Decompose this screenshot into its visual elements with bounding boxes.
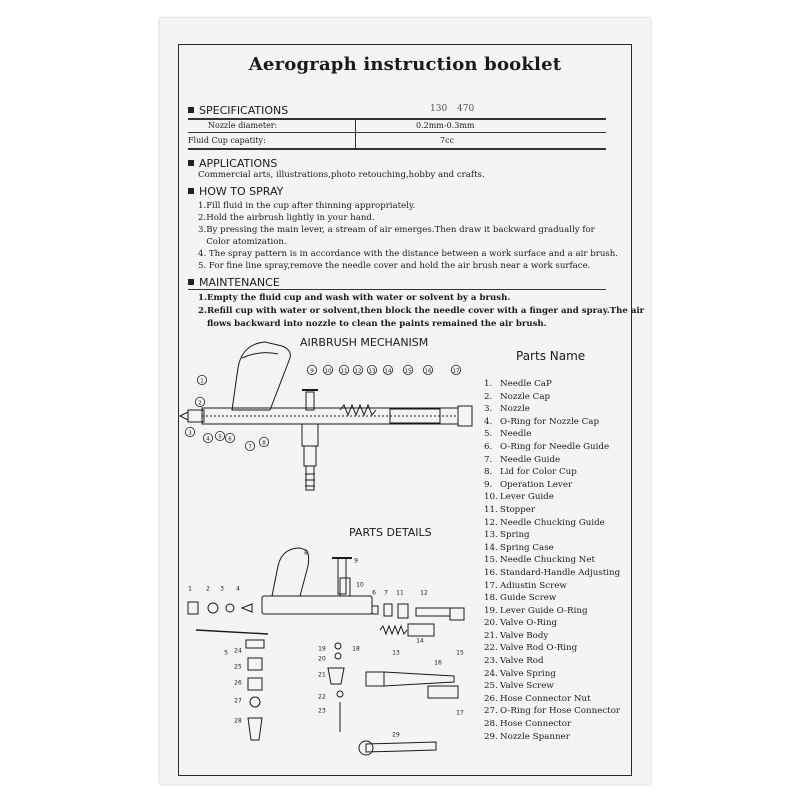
callout-label: 5 — [224, 649, 228, 657]
callout-label: 25 — [234, 663, 242, 671]
spec-label: Nozzle diameter: — [208, 121, 278, 130]
part-number: 5. — [484, 429, 493, 440]
maintenance-line: 1.Empty the fluid cup and wash with water or solvent by a brush. — [198, 293, 511, 303]
part-number: 2. — [484, 391, 493, 402]
callout-label: 8 — [304, 549, 308, 557]
parts-name-heading: Parts Name — [516, 349, 586, 363]
part-number: 4. — [484, 416, 493, 427]
callout-label: 13 — [392, 649, 400, 657]
callout-label: 12 — [354, 368, 362, 375]
part-name: Valve Spring — [500, 668, 556, 679]
callout-label: 9 — [354, 557, 358, 565]
part-number: 21. — [484, 630, 498, 641]
model-number: 470 — [457, 104, 475, 114]
instruction-line: 2.Hold the airbrush lightly in your hand. — [198, 213, 375, 223]
part-number: 3. — [484, 404, 493, 415]
part-number: 28. — [484, 719, 498, 730]
applications-heading: APPLICATIONS — [188, 157, 277, 170]
part-name: O-Ring for Hose Connector — [500, 706, 621, 717]
parts-details-callouts — [188, 549, 464, 738]
callout-label: 22 — [318, 693, 326, 701]
part-number: 24. — [484, 668, 498, 679]
part-name: Operation Lever — [500, 479, 573, 490]
callout-label: 11 — [340, 368, 348, 375]
callout-label: 14 — [384, 368, 392, 375]
part-name: Needle — [500, 429, 532, 440]
callout-label: 12 — [420, 589, 428, 597]
part-number: 18. — [484, 593, 498, 604]
callout-label: 2 — [198, 400, 202, 407]
callout-label: 13 — [368, 368, 376, 375]
page-title: Aerograph instruction booklet — [248, 54, 562, 75]
callout-label: 5 — [218, 434, 222, 441]
callout-label: 7 — [384, 589, 388, 597]
callout-label: 16 — [424, 368, 432, 375]
callout-label: 24 — [234, 647, 242, 655]
callout-label: 23 — [318, 707, 326, 715]
part-name: Needle Chucking Net — [500, 555, 596, 566]
maintenance-heading: MAINTENANCE — [188, 276, 280, 289]
part-name: O-Ring for Needle Guide — [500, 441, 610, 452]
part-number: 20. — [484, 618, 498, 629]
callout-label: 3 — [220, 585, 224, 593]
callout-label: 10 — [356, 581, 364, 589]
parts-details-heading: PARTS DETAILS — [349, 526, 432, 539]
part-name: Spring — [500, 530, 530, 541]
callout-label: 29 — [392, 731, 400, 739]
instruction-sheet — [160, 18, 650, 784]
instruction-line: 4. The spray pattern is in accordance with the distance between a work surface and a air brush. — [198, 249, 619, 259]
callout-label: 15 — [456, 649, 464, 657]
part-name: Nozzle Spanner — [500, 731, 570, 742]
instruction-line: 5. For fine line spray,remove the needle cover and hold the air brush near a work surface. — [198, 261, 591, 271]
maintenance-line: 2.Refill cup with water or solvent,then block the needle cover with a finger and spray.The air — [198, 306, 645, 316]
part-name: Valve Body — [500, 630, 549, 641]
part-name: Nozzle Cap — [500, 391, 551, 402]
part-name: Valve Screw — [500, 681, 554, 692]
part-name: Lever Guide O-Ring — [500, 605, 588, 616]
maintenance-line: flows backward into nozzle to clean the paints remained the air brush. — [198, 319, 547, 329]
part-number: 7. — [484, 454, 493, 465]
instruction-line: 1.Fill fluid in the cup after thinning appropriately. — [198, 201, 416, 211]
applications-text: Commercial arts, illustrations,photo retouching,hobby and crafts. — [198, 170, 485, 180]
part-number: 15. — [484, 555, 498, 566]
callout-label: 18 — [352, 645, 360, 653]
part-number: 10. — [484, 492, 498, 503]
part-number: 1. — [484, 379, 493, 389]
instruction-line: 3.By pressing the main lever, a stream of air emerges.Then draw it backward gradually for — [198, 225, 595, 235]
part-number: 26. — [484, 693, 498, 704]
callout-label: 2 — [206, 585, 210, 593]
color-cup-shape — [232, 342, 290, 410]
callout-label: 14 — [416, 637, 424, 645]
callout-label: 1 — [200, 378, 204, 385]
spec-label: Fluid Cup capatity: — [188, 136, 266, 145]
part-number: 11. — [484, 504, 498, 515]
callout-label: 7 — [248, 444, 252, 451]
callout-label: 16 — [434, 659, 442, 667]
part-number: 19. — [484, 605, 498, 616]
part-number: 16. — [484, 567, 498, 578]
callout-label: 10 — [324, 368, 332, 375]
callout-label: 3 — [188, 430, 192, 437]
part-name: Adiustin Screw — [500, 580, 567, 591]
part-name: Hose Connector Nut — [500, 693, 591, 704]
part-name: Needle Guide — [500, 454, 561, 465]
callout-label: 8 — [262, 440, 266, 447]
callout-label: 20 — [318, 655, 326, 663]
part-name: Valve O-Ring — [500, 618, 558, 629]
part-number: 25. — [484, 681, 498, 692]
part-number: 12. — [484, 517, 498, 528]
callout-label: 1 — [188, 585, 192, 593]
callout-label: 19 — [318, 645, 326, 653]
part-name: Needle CaP — [500, 379, 552, 389]
callout-label: 6 — [372, 589, 376, 597]
callout-label: 21 — [318, 671, 326, 679]
part-name: Needle Chucking Guide — [500, 517, 605, 528]
specifications-heading: SPECIFICATIONS — [188, 104, 288, 117]
instruction-line: Color atomization. — [198, 237, 287, 247]
part-number: 8. — [484, 467, 493, 478]
part-number: 29. — [484, 731, 498, 742]
how-to-spray-heading: HOW TO SPRAY — [188, 185, 283, 198]
part-name: O-Ring for Nozzle Cap — [500, 416, 600, 427]
part-name: Valve Rod O-Ring — [500, 643, 578, 654]
part-number: 22. — [484, 643, 498, 654]
parts-details-drawing — [188, 548, 464, 755]
mechanism-heading: AIRBRUSH MECHANISM — [300, 336, 429, 349]
part-number: 13. — [484, 530, 498, 541]
part-name: Nozzle — [500, 404, 530, 415]
callout-label: 9 — [310, 368, 314, 375]
callout-label: 15 — [404, 368, 412, 375]
part-number: 27. — [484, 706, 498, 717]
callout-label: 28 — [234, 717, 242, 725]
callout-label: 17 — [452, 368, 460, 375]
part-number: 23. — [484, 656, 498, 667]
callout-label: 4 — [236, 585, 240, 593]
part-name: Spring Case — [500, 542, 554, 553]
part-number: 6. — [484, 441, 493, 452]
model-number: 130 — [430, 104, 448, 114]
callout-label: 27 — [234, 697, 242, 705]
callout-label: 6 — [228, 436, 232, 443]
part-name: Hose Connector — [500, 719, 572, 730]
callout-label: 11 — [396, 589, 404, 597]
callout-label: 4 — [206, 436, 210, 443]
part-name: Stopper — [500, 504, 536, 515]
part-number: 17. — [484, 580, 498, 591]
part-name: Guide Screw — [500, 593, 557, 604]
airbrush-mechanism-drawing — [180, 342, 472, 490]
part-name: Valve Rod — [500, 656, 544, 667]
part-name: Lid for Color Cup — [500, 467, 577, 478]
spec-value: 7cc — [440, 136, 455, 145]
spec-value: 0.2mm-0.3mm — [416, 121, 475, 130]
callout-label: 26 — [234, 679, 242, 687]
part-number: 9. — [484, 479, 493, 490]
part-name: Lever Guide — [500, 492, 554, 503]
part-name: Standard-Handle Adjusting — [500, 567, 621, 578]
part-number: 14. — [484, 542, 498, 553]
callout-label: 17 — [456, 709, 464, 717]
airbrush-diagrams — [160, 18, 650, 784]
